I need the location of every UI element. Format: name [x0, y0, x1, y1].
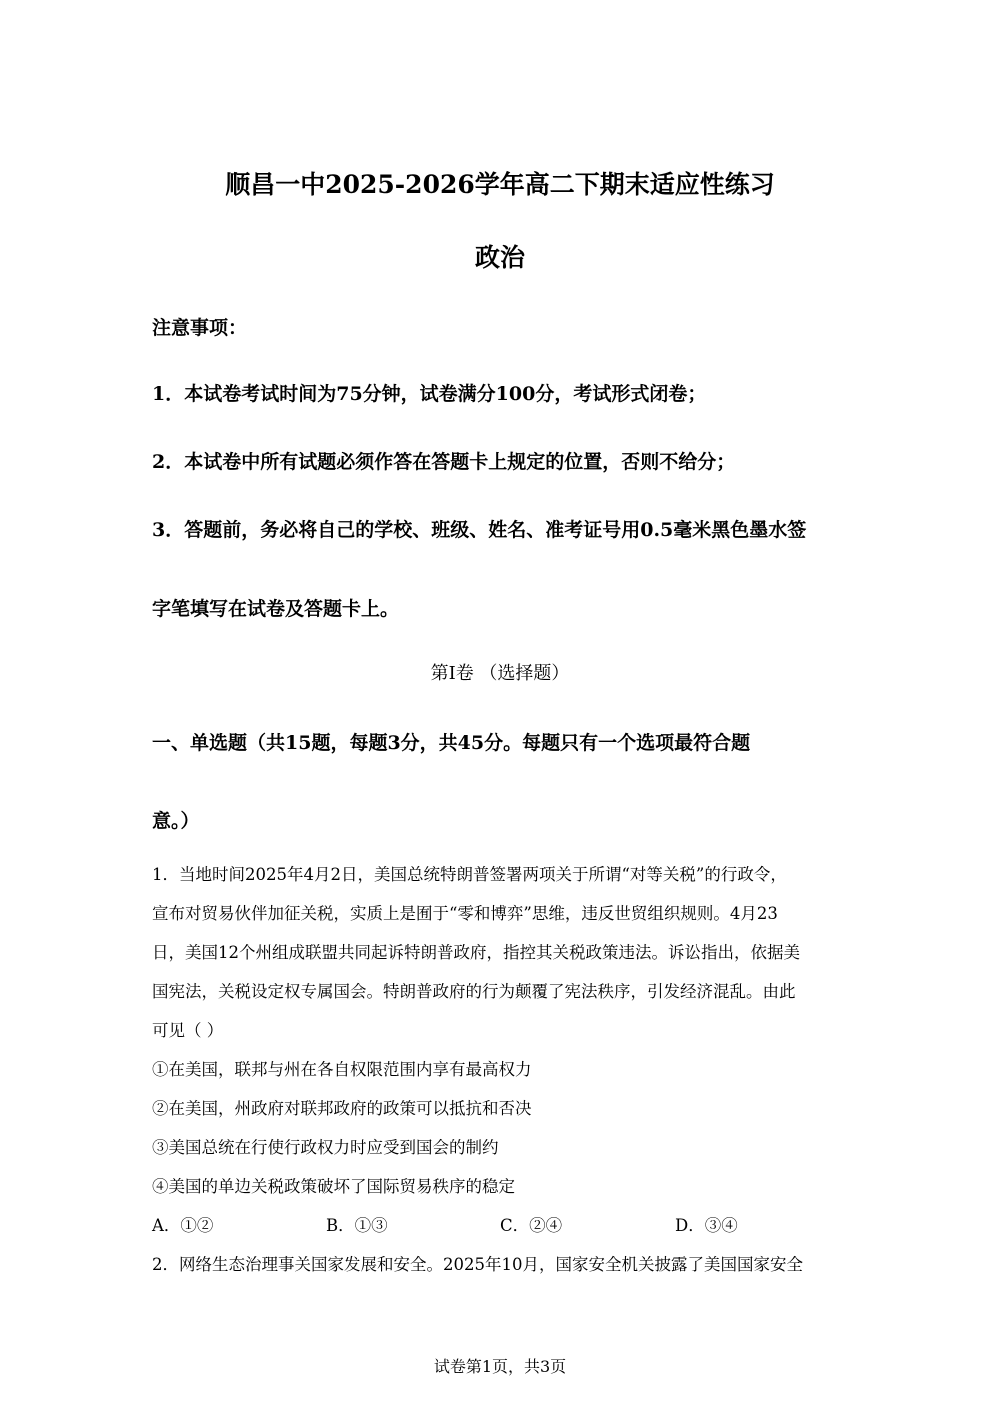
part-title: 第I卷 （选择题）	[430, 663, 570, 684]
notice-item: 字笔填写在试卷及答题卡上。	[152, 598, 400, 620]
statement-item: ④美国的单边关税政策破坏了国际贸易秩序的稳定	[152, 1177, 515, 1196]
question-stem-line: 2．网络生态治理事关国家发展和安全。2025年10月，国家安全机关披露了美国国家安全	[152, 1255, 803, 1274]
statement-item: ③美国总统在行使行政权力时应受到国会的制约	[152, 1138, 499, 1157]
option-d: D．③④	[675, 1216, 738, 1235]
notice-item: 3．答题前，务必将自己的学校、班级、姓名、准考证号用0.5毫米黑色墨水签	[152, 519, 807, 541]
statement-item: ①在美国，联邦与州在各自权限范围内享有最高权力	[152, 1060, 532, 1079]
question-stem-line: 国宪法，关税设定权专属国会。特朗普政府的行为颠覆了宪法秩序，引发经济混乱。由此	[152, 982, 796, 1001]
notice-item: 1．本试卷考试时间为75分钟，试卷满分100分，考试形式闭卷；	[152, 383, 707, 405]
question-stem-line: 宣布对贸易伙伴加征关税，实质上是囿于“零和博弈”思维，违反世贸组织规则。4月23	[152, 904, 778, 923]
option-b: B．①③	[326, 1216, 388, 1235]
question-stem-line: 可见（ ）	[152, 1021, 224, 1040]
notice-heading: 注意事项：	[152, 317, 248, 339]
question-stem-line: 日，美国12个州组成联盟共同起诉特朗普政府，指控其关税政策违法。诉讼指出，依据美	[152, 943, 800, 962]
option-c: C．②④	[500, 1216, 563, 1235]
option-a: A．①②	[152, 1216, 214, 1235]
exam-title: 顺昌一中2025-2026学年高二下期末适应性练习	[225, 170, 775, 199]
subject-title: 政治	[474, 243, 525, 272]
notice-item: 2．本试卷中所有试题必须作答在答题卡上规定的位置，否则不给分；	[152, 451, 736, 473]
section-heading-line: 一、单选题（共15题，每题3分，共45分。每题只有一个选项最符合题	[152, 732, 751, 754]
question-stem-line: 1．当地时间2025年4月2日，美国总统特朗普签署两项关于所谓“对等关税”的行政令，	[152, 865, 787, 884]
page-footer: 试卷第1页，共3页	[433, 1357, 567, 1376]
statement-item: ②在美国，州政府对联邦政府的政策可以抵抗和否决	[152, 1099, 532, 1118]
section-heading-line: 意。）	[152, 810, 200, 832]
